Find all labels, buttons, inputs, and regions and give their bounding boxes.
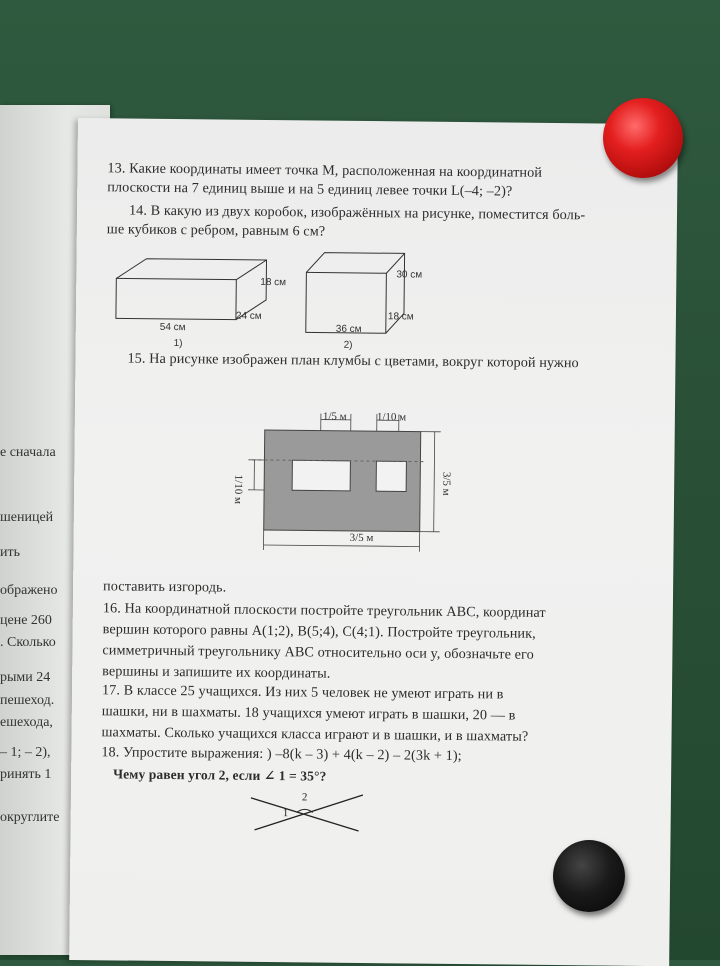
angle-question: Чему равен угол 2, если ∠ 1 = 35°? — [113, 766, 326, 784]
angle-label-2: 2 — [302, 791, 308, 803]
angle-label-1: 1 — [283, 807, 289, 819]
left-text-3: ить — [0, 545, 20, 561]
problem-16-line-1: 16. На координатной плоскости постройте треугольник ABC, координат — [103, 600, 546, 622]
red-magnet — [603, 98, 683, 178]
problem-17-line-1: 17. В классе 25 учащихся. Из них 5 человек не умеют играть ни в — [102, 682, 504, 703]
box-2-height-label: 30 см — [396, 269, 422, 280]
problem-15-line-1: 15. На рисунке изображен план клумбы с цветами, вокруг которой нужно — [127, 351, 578, 373]
box-1-number: 1) — [174, 338, 183, 349]
bed-right-dimension: 3/5 м — [440, 472, 452, 496]
problem-13-line-2: плоскости на 7 единиц выше и на 5 единиц левее точки L(–4; –2)? — [107, 179, 512, 200]
bed-left-dimension: 1/10 м — [232, 475, 244, 504]
bed-top-right-dimension: 1/10 м — [377, 411, 406, 423]
problem-14-line-1: 14. В какую из двух коробок, изображённых на рисунке, поместится боль- — [129, 203, 585, 225]
left-text-9: ешехода, — [0, 715, 53, 731]
problem-15-line-2: поставить изгородь. — [103, 578, 226, 596]
box-2-length-label: 36 см — [336, 324, 362, 335]
left-text-12: округлите — [0, 810, 59, 826]
angle-figure — [240, 786, 371, 837]
left-text-5: цене 260 — [0, 613, 52, 629]
bed-top-left-dimension: 1/5 м — [323, 411, 347, 423]
problem-16-line-4: вершины и запишите их координаты. — [102, 663, 330, 682]
black-magnet — [553, 840, 625, 912]
boxes-figure — [106, 240, 447, 354]
problem-13-line-1: 13. Какие координаты имеет точка M, расположенная на координатной — [107, 160, 542, 182]
left-text-10: – 1; – 2), — [0, 745, 51, 761]
box-1-width-label: 24 см — [236, 311, 262, 322]
worksheet-paper — [69, 118, 678, 966]
problem-17-line-3: шахматы. Сколько учащихся класса играют и в шашки, и в шахматы? — [101, 724, 528, 745]
problem-17-line-2: шашки, ни в шахматы. 18 учащихся умеют играть в шашки, 20 — в — [102, 703, 516, 724]
left-text-2: шеницей — [0, 510, 53, 526]
box-1-length-label: 54 см — [160, 322, 186, 333]
left-text-4: ображено — [0, 583, 58, 599]
box-2-number: 2) — [344, 340, 353, 351]
left-text-11: ринять 1 — [0, 767, 51, 783]
box-2-width-label: 18 см — [388, 311, 414, 322]
problem-14-line-2: ше кубиков с ребром, равным 6 см? — [107, 221, 326, 240]
bed-bottom-dimension: 3/5 м — [350, 532, 374, 544]
problem-18-line: 18. Упростите выражения: ) –8(k – 3) + 4(k – 2) – 2(3k + 1); — [101, 744, 462, 765]
left-text-7: рыми 24 — [0, 670, 50, 686]
flower-bed-hole-1 — [292, 460, 350, 491]
problem-16-line-2: вершин которого равны A(1;2), B(5;4), C(4;1). Постройте треугольник, — [103, 621, 536, 643]
problem-16-line-3: симметричный треугольнику ABC относительно оси y, обозначьте его — [102, 642, 534, 664]
left-text-8: пешеход. — [0, 693, 54, 709]
flower-bed-hole-2 — [376, 461, 406, 491]
box-1-height-label: 18 см — [260, 277, 286, 288]
left-text-1: е сначала — [0, 445, 56, 461]
left-text-6: . Сколько — [0, 635, 56, 651]
